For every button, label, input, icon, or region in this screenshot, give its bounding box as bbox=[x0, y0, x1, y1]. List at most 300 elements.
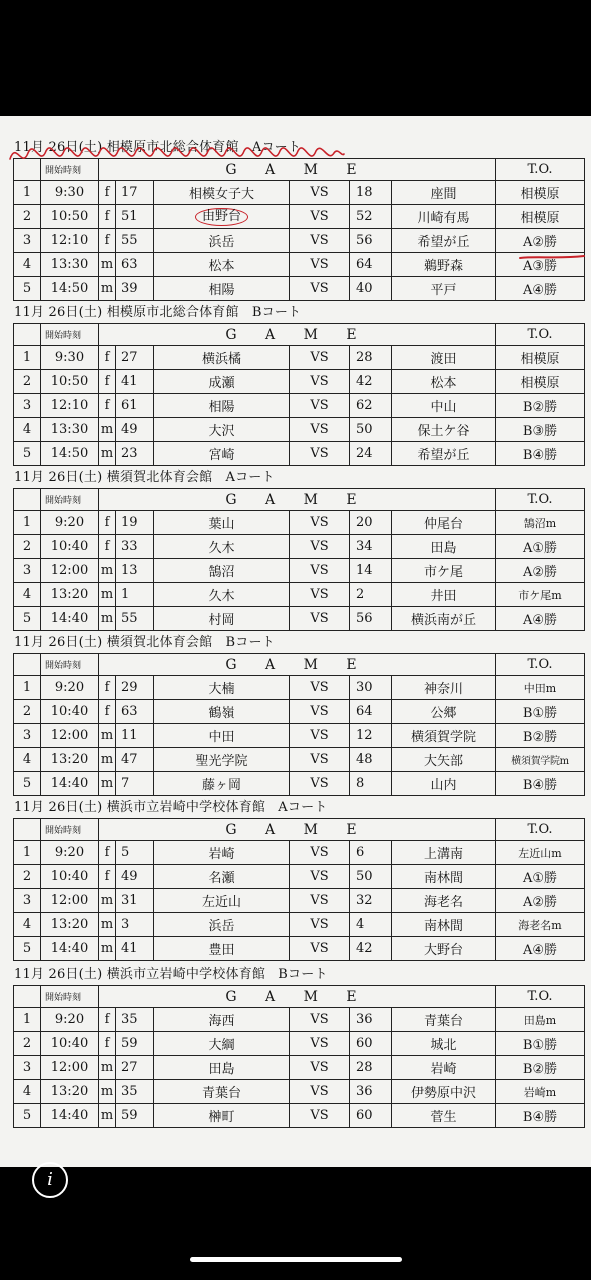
table-row bbox=[14, 370, 585, 394]
start-time: 10:40 bbox=[41, 535, 99, 559]
team2-name: 城北 bbox=[392, 1032, 496, 1056]
table-row bbox=[14, 676, 585, 700]
start-time: 14:40 bbox=[41, 1104, 99, 1128]
start-time: 10:40 bbox=[41, 865, 99, 889]
gender-code: f bbox=[99, 394, 116, 418]
vs-label: VS bbox=[290, 913, 350, 937]
table-row bbox=[14, 442, 585, 466]
game-number: 5 bbox=[14, 277, 41, 301]
team1-name: 海西 bbox=[154, 1008, 290, 1032]
team2-number: 36 bbox=[350, 1080, 392, 1104]
gender-code: f bbox=[99, 229, 116, 253]
table-row bbox=[14, 865, 585, 889]
header-start-time: 開始時刻 bbox=[41, 489, 99, 511]
header-to: T.O. bbox=[496, 654, 585, 676]
team1-name: 岩崎 bbox=[154, 841, 290, 865]
table-official: B②勝 bbox=[496, 1056, 585, 1080]
team2-name: 希望が丘 bbox=[392, 229, 496, 253]
game-number: 4 bbox=[14, 1080, 41, 1104]
team2-number: 56 bbox=[350, 607, 392, 631]
table-official: A②勝 bbox=[496, 229, 585, 253]
table-row bbox=[14, 535, 585, 559]
vs-label: VS bbox=[290, 253, 350, 277]
team2-name: 仲尾台 bbox=[392, 511, 496, 535]
team1-number: 63 bbox=[116, 700, 154, 724]
team2-number: 64 bbox=[350, 700, 392, 724]
section-title: 11月 26日(土) 相模原市北総合体育館 Bコート bbox=[14, 305, 302, 320]
table-official: 相模原 bbox=[496, 370, 585, 394]
game-number: 3 bbox=[14, 1056, 41, 1080]
vs-label: VS bbox=[290, 346, 350, 370]
table-official: 海老名m bbox=[496, 913, 585, 937]
team1-name: 村岡 bbox=[154, 607, 290, 631]
start-time: 14:40 bbox=[41, 607, 99, 631]
vs-label: VS bbox=[290, 394, 350, 418]
team2-name: 菅生 bbox=[392, 1104, 496, 1128]
start-time: 9:20 bbox=[41, 841, 99, 865]
start-time: 12:10 bbox=[41, 229, 99, 253]
team2-number: 12 bbox=[350, 724, 392, 748]
header-to: T.O. bbox=[496, 819, 585, 841]
start-time: 13:20 bbox=[41, 913, 99, 937]
start-time: 9:20 bbox=[41, 511, 99, 535]
gender-code: f bbox=[99, 346, 116, 370]
team2-number: 18 bbox=[350, 181, 392, 205]
vs-label: VS bbox=[290, 1104, 350, 1128]
start-time: 14:50 bbox=[41, 277, 99, 301]
team1-number: 1 bbox=[116, 583, 154, 607]
game-number: 1 bbox=[14, 346, 41, 370]
team2-name: 南林間 bbox=[392, 913, 496, 937]
header-row bbox=[14, 324, 585, 346]
team1-number: 23 bbox=[116, 442, 154, 466]
team1-name: 相陽 bbox=[154, 277, 290, 301]
start-time: 13:30 bbox=[41, 418, 99, 442]
start-time: 9:30 bbox=[41, 181, 99, 205]
team1-number: 27 bbox=[116, 1056, 154, 1080]
gender-code: m bbox=[99, 724, 116, 748]
table-official: 鵠沼m bbox=[496, 511, 585, 535]
start-time: 12:00 bbox=[41, 559, 99, 583]
team1-name: 浜岳 bbox=[154, 229, 290, 253]
gender-code: f bbox=[99, 1008, 116, 1032]
schedule-table bbox=[13, 323, 585, 466]
team1-name: 青葉台 bbox=[154, 1080, 290, 1104]
team1-name: 久木 bbox=[154, 535, 290, 559]
team1-name: 豊田 bbox=[154, 937, 290, 961]
section-title: 11月 26日(土) 横須賀北体育会館 Aコート bbox=[14, 470, 275, 485]
start-time: 12:00 bbox=[41, 724, 99, 748]
table-row bbox=[14, 205, 585, 229]
table-official: A②勝 bbox=[496, 559, 585, 583]
game-number: 3 bbox=[14, 559, 41, 583]
schedule-table bbox=[13, 488, 585, 631]
team1-name: 榊町 bbox=[154, 1104, 290, 1128]
gender-code: m bbox=[99, 937, 116, 961]
team2-name: 公郷 bbox=[392, 700, 496, 724]
vs-label: VS bbox=[290, 181, 350, 205]
gender-code: f bbox=[99, 535, 116, 559]
header-game: G A M E bbox=[99, 654, 496, 676]
table-row bbox=[14, 229, 585, 253]
vs-label: VS bbox=[290, 511, 350, 535]
gender-code: m bbox=[99, 583, 116, 607]
home-indicator[interactable] bbox=[190, 1257, 402, 1262]
table-row bbox=[14, 346, 585, 370]
team2-name: 井田 bbox=[392, 583, 496, 607]
table-official: 市ケ尾m bbox=[496, 583, 585, 607]
game-number: 3 bbox=[14, 724, 41, 748]
team1-name: 相陽 bbox=[154, 394, 290, 418]
team2-number: 34 bbox=[350, 535, 392, 559]
team1-number: 13 bbox=[116, 559, 154, 583]
table-row bbox=[14, 1056, 585, 1080]
team1-number: 55 bbox=[116, 607, 154, 631]
info-button[interactable] bbox=[32, 1162, 68, 1198]
table-row bbox=[14, 583, 585, 607]
team1-number: 39 bbox=[116, 277, 154, 301]
team1-number: 31 bbox=[116, 889, 154, 913]
team2-number: 50 bbox=[350, 865, 392, 889]
table-official: A④勝 bbox=[496, 607, 585, 631]
team2-number: 56 bbox=[350, 229, 392, 253]
team1-number: 17 bbox=[116, 181, 154, 205]
game-number: 5 bbox=[14, 772, 41, 796]
header-game: G A M E bbox=[99, 986, 496, 1008]
team2-name: 大野台 bbox=[392, 937, 496, 961]
start-time: 9:20 bbox=[41, 676, 99, 700]
team1-number: 7 bbox=[116, 772, 154, 796]
gender-code: f bbox=[99, 511, 116, 535]
vs-label: VS bbox=[290, 229, 350, 253]
start-time: 9:30 bbox=[41, 346, 99, 370]
start-time: 13:20 bbox=[41, 748, 99, 772]
table-official: B④勝 bbox=[496, 442, 585, 466]
team1-number: 33 bbox=[116, 535, 154, 559]
table-row bbox=[14, 418, 585, 442]
gender-code: f bbox=[99, 370, 116, 394]
team1-name: 聖光学院 bbox=[154, 748, 290, 772]
gender-code: m bbox=[99, 889, 116, 913]
team2-name: 南林間 bbox=[392, 865, 496, 889]
schedule-table bbox=[13, 985, 585, 1128]
team2-name: 岩崎 bbox=[392, 1056, 496, 1080]
header-game: G A M E bbox=[99, 819, 496, 841]
vs-label: VS bbox=[290, 1032, 350, 1056]
team1-name: 名瀬 bbox=[154, 865, 290, 889]
vs-label: VS bbox=[290, 724, 350, 748]
vs-label: VS bbox=[290, 442, 350, 466]
header-to: T.O. bbox=[496, 159, 585, 181]
team2-number: 42 bbox=[350, 937, 392, 961]
start-time: 13:20 bbox=[41, 1080, 99, 1104]
team1-name bbox=[154, 205, 290, 229]
table-row bbox=[14, 772, 585, 796]
game-number: 4 bbox=[14, 418, 41, 442]
gender-code: f bbox=[99, 181, 116, 205]
start-time: 12:00 bbox=[41, 1056, 99, 1080]
red-underline-squiggle bbox=[8, 137, 348, 167]
game-number: 1 bbox=[14, 841, 41, 865]
team1-number: 29 bbox=[116, 676, 154, 700]
header-row bbox=[14, 654, 585, 676]
team1-number: 49 bbox=[116, 865, 154, 889]
team1-name: 宮崎 bbox=[154, 442, 290, 466]
team1-name: 左近山 bbox=[154, 889, 290, 913]
team1-number: 51 bbox=[116, 205, 154, 229]
team2-number: 50 bbox=[350, 418, 392, 442]
gender-code: f bbox=[99, 700, 116, 724]
header-start-time: 開始時刻 bbox=[41, 654, 99, 676]
game-number: 2 bbox=[14, 700, 41, 724]
vs-label: VS bbox=[290, 937, 350, 961]
vs-label: VS bbox=[290, 607, 350, 631]
game-number: 2 bbox=[14, 205, 41, 229]
team2-name: 田島 bbox=[392, 535, 496, 559]
table-official: 相模原 bbox=[496, 205, 585, 229]
team2-name: 横須賀学院 bbox=[392, 724, 496, 748]
team2-name: 保土ケ谷 bbox=[392, 418, 496, 442]
team1-number: 59 bbox=[116, 1032, 154, 1056]
header-to: T.O. bbox=[496, 986, 585, 1008]
table-row bbox=[14, 394, 585, 418]
game-number: 3 bbox=[14, 394, 41, 418]
vs-label: VS bbox=[290, 841, 350, 865]
game-number: 2 bbox=[14, 865, 41, 889]
table-row bbox=[14, 511, 585, 535]
table-row bbox=[14, 181, 585, 205]
table-row bbox=[14, 724, 585, 748]
start-time: 10:40 bbox=[41, 700, 99, 724]
header-to: T.O. bbox=[496, 489, 585, 511]
table-official: A④勝 bbox=[496, 277, 585, 301]
table-official: 横須賀学院m bbox=[496, 748, 585, 772]
team2-number: 24 bbox=[350, 442, 392, 466]
gender-code: f bbox=[99, 676, 116, 700]
team2-number: 60 bbox=[350, 1032, 392, 1056]
team2-name: 松本 bbox=[392, 370, 496, 394]
schedule-paper bbox=[0, 116, 591, 1167]
team1-name: 松本 bbox=[154, 253, 290, 277]
table-official: B④勝 bbox=[496, 772, 585, 796]
team1-name: 浜岳 bbox=[154, 913, 290, 937]
vs-label: VS bbox=[290, 700, 350, 724]
gender-code: m bbox=[99, 772, 116, 796]
table-row bbox=[14, 1104, 585, 1128]
table-row bbox=[14, 607, 585, 631]
table-row bbox=[14, 277, 585, 301]
start-time: 13:30 bbox=[41, 253, 99, 277]
vs-label: VS bbox=[290, 748, 350, 772]
team2-number: 28 bbox=[350, 346, 392, 370]
team2-number: 48 bbox=[350, 748, 392, 772]
team2-number: 36 bbox=[350, 1008, 392, 1032]
table-row bbox=[14, 1032, 585, 1056]
header-number-cell bbox=[14, 324, 41, 346]
vs-label: VS bbox=[290, 277, 350, 301]
gender-code: m bbox=[99, 559, 116, 583]
team2-name: 横浜南が丘 bbox=[392, 607, 496, 631]
schedule-table bbox=[13, 158, 585, 301]
team2-name: 神奈川 bbox=[392, 676, 496, 700]
table-row bbox=[14, 889, 585, 913]
header-row bbox=[14, 819, 585, 841]
vs-label: VS bbox=[290, 1080, 350, 1104]
gender-code: m bbox=[99, 748, 116, 772]
team1-number: 49 bbox=[116, 418, 154, 442]
team1-name: 大沢 bbox=[154, 418, 290, 442]
gender-code: f bbox=[99, 1032, 116, 1056]
team2-name: 鵜野森 bbox=[392, 253, 496, 277]
team1-number: 3 bbox=[116, 913, 154, 937]
table-row bbox=[14, 913, 585, 937]
table-row bbox=[14, 748, 585, 772]
start-time: 14:40 bbox=[41, 937, 99, 961]
game-number: 1 bbox=[14, 1008, 41, 1032]
gender-code: m bbox=[99, 607, 116, 631]
team2-number: 2 bbox=[350, 583, 392, 607]
team1-name: 葉山 bbox=[154, 511, 290, 535]
team2-name: 山内 bbox=[392, 772, 496, 796]
vs-label: VS bbox=[290, 676, 350, 700]
schedule-section bbox=[13, 965, 584, 1128]
schedule-section bbox=[13, 633, 584, 796]
game-number: 2 bbox=[14, 535, 41, 559]
gender-code: f bbox=[99, 205, 116, 229]
table-row bbox=[14, 937, 585, 961]
gender-code: m bbox=[99, 1104, 116, 1128]
team1-number: 61 bbox=[116, 394, 154, 418]
header-start-time: 開始時刻 bbox=[41, 324, 99, 346]
gender-code: m bbox=[99, 277, 116, 301]
game-number: 1 bbox=[14, 511, 41, 535]
team2-name: 座間 bbox=[392, 181, 496, 205]
schedule-table bbox=[13, 653, 585, 796]
vs-label: VS bbox=[290, 559, 350, 583]
vs-label: VS bbox=[290, 535, 350, 559]
game-number: 2 bbox=[14, 370, 41, 394]
start-time: 10:50 bbox=[41, 205, 99, 229]
team1-number: 19 bbox=[116, 511, 154, 535]
game-number: 4 bbox=[14, 748, 41, 772]
team2-number: 32 bbox=[350, 889, 392, 913]
table-official: A①勝 bbox=[496, 535, 585, 559]
team1-name: 相模女子大 bbox=[154, 181, 290, 205]
team2-name: 川崎有馬 bbox=[392, 205, 496, 229]
schedule-section bbox=[13, 303, 584, 466]
vs-label: VS bbox=[290, 772, 350, 796]
team1-name: 久木 bbox=[154, 583, 290, 607]
team2-name: 渡田 bbox=[392, 346, 496, 370]
team2-number: 40 bbox=[350, 277, 392, 301]
header-row bbox=[14, 489, 585, 511]
team2-name: 希望が丘 bbox=[392, 442, 496, 466]
team2-number: 6 bbox=[350, 841, 392, 865]
team1-name: 中田 bbox=[154, 724, 290, 748]
start-time: 13:20 bbox=[41, 583, 99, 607]
start-time: 14:40 bbox=[41, 772, 99, 796]
team2-name: 青葉台 bbox=[392, 1008, 496, 1032]
team1-name: 大綱 bbox=[154, 1032, 290, 1056]
game-number: 5 bbox=[14, 1104, 41, 1128]
vs-label: VS bbox=[290, 1008, 350, 1032]
team2-number: 64 bbox=[350, 253, 392, 277]
start-time: 10:50 bbox=[41, 370, 99, 394]
table-row bbox=[14, 1008, 585, 1032]
team1-number: 11 bbox=[116, 724, 154, 748]
vs-label: VS bbox=[290, 889, 350, 913]
vs-label: VS bbox=[290, 1056, 350, 1080]
vs-label: VS bbox=[290, 583, 350, 607]
table-official: A①勝 bbox=[496, 865, 585, 889]
team2-name: 上溝南 bbox=[392, 841, 496, 865]
table-row bbox=[14, 253, 585, 277]
team2-name: 大矢部 bbox=[392, 748, 496, 772]
team2-number: 28 bbox=[350, 1056, 392, 1080]
header-to: T.O. bbox=[496, 324, 585, 346]
team1-number: 47 bbox=[116, 748, 154, 772]
gender-code: m bbox=[99, 418, 116, 442]
game-number: 5 bbox=[14, 607, 41, 631]
header-number-cell bbox=[14, 819, 41, 841]
game-number: 1 bbox=[14, 676, 41, 700]
vs-label: VS bbox=[290, 418, 350, 442]
start-time: 14:50 bbox=[41, 442, 99, 466]
game-number: 1 bbox=[14, 181, 41, 205]
table-official: 田島m bbox=[496, 1008, 585, 1032]
gender-code: f bbox=[99, 841, 116, 865]
table-official: B③勝 bbox=[496, 418, 585, 442]
gender-code: f bbox=[99, 865, 116, 889]
team1-name: 横浜橘 bbox=[154, 346, 290, 370]
gender-code: m bbox=[99, 442, 116, 466]
gender-code: m bbox=[99, 1080, 116, 1104]
team2-name: 市ケ尾 bbox=[392, 559, 496, 583]
section-title: 11月 26日(土) 横須賀北体育会館 Bコート bbox=[14, 635, 275, 650]
team2-name: 中山 bbox=[392, 394, 496, 418]
vs-label: VS bbox=[290, 370, 350, 394]
team2-number: 14 bbox=[350, 559, 392, 583]
table-official: A②勝 bbox=[496, 889, 585, 913]
table-official: A④勝 bbox=[496, 937, 585, 961]
game-number: 5 bbox=[14, 442, 41, 466]
team1-number: 59 bbox=[116, 1104, 154, 1128]
table-official: 岩崎m bbox=[496, 1080, 585, 1104]
table-official: A③勝 bbox=[496, 253, 585, 277]
team1-number: 55 bbox=[116, 229, 154, 253]
team2-number: 4 bbox=[350, 913, 392, 937]
game-number: 4 bbox=[14, 253, 41, 277]
team1-name: 鵠沼 bbox=[154, 559, 290, 583]
team1-name: 田島 bbox=[154, 1056, 290, 1080]
header-game: G A M E bbox=[99, 324, 496, 346]
game-number: 3 bbox=[14, 229, 41, 253]
team1-number: 41 bbox=[116, 370, 154, 394]
red-underline-mark bbox=[518, 253, 588, 263]
table-official: B②勝 bbox=[496, 724, 585, 748]
info-icon: i bbox=[47, 1169, 53, 1190]
team1-number: 63 bbox=[116, 253, 154, 277]
table-official: 相模原 bbox=[496, 346, 585, 370]
team1-number: 27 bbox=[116, 346, 154, 370]
team2-number: 30 bbox=[350, 676, 392, 700]
game-number: 2 bbox=[14, 1032, 41, 1056]
game-number: 4 bbox=[14, 583, 41, 607]
game-number: 5 bbox=[14, 937, 41, 961]
schedule-table bbox=[13, 818, 585, 961]
table-row bbox=[14, 841, 585, 865]
game-number: 3 bbox=[14, 889, 41, 913]
